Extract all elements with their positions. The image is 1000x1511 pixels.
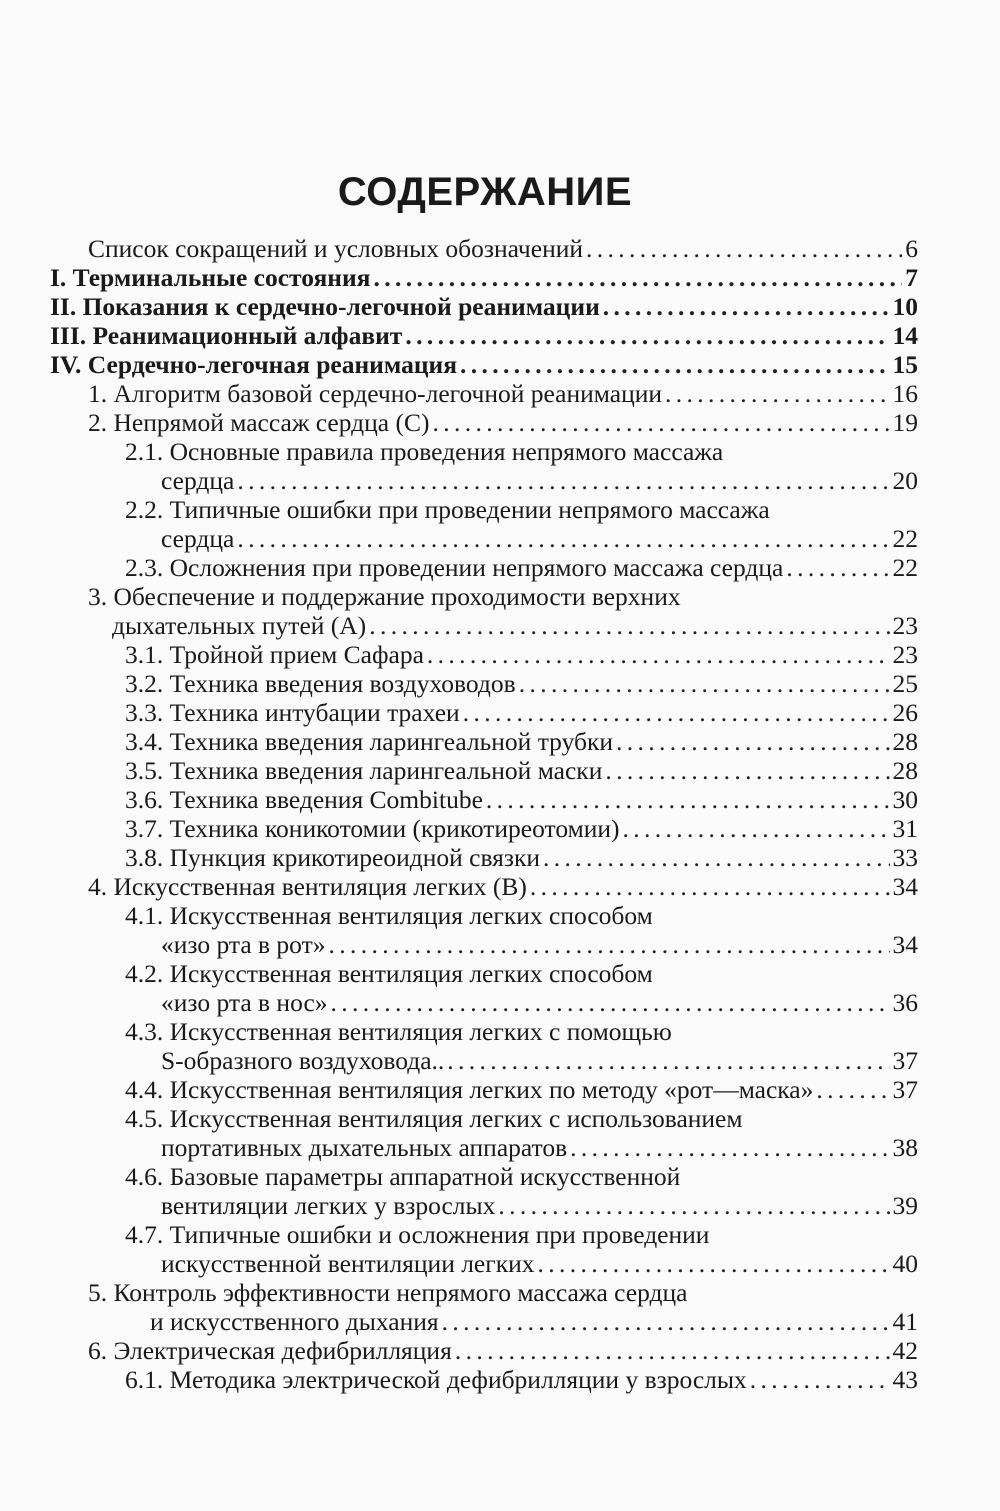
toc-subentry[interactable] bbox=[50, 959, 918, 1017]
toc-page-number: 6 bbox=[905, 234, 918, 263]
toc-entry-title: III. Реанимационный алфавит bbox=[50, 321, 403, 350]
dot-leader bbox=[623, 814, 890, 843]
toc-subentry[interactable] bbox=[50, 1075, 918, 1104]
toc-entry-title: II. Показания к сердечно-легочной реанимации bbox=[50, 292, 600, 321]
toc-subentry[interactable] bbox=[50, 1017, 918, 1075]
toc-entry-title: 4.6. Базовые параметры аппаратной искусственной bbox=[125, 1162, 681, 1191]
toc-subentry[interactable] bbox=[50, 495, 918, 553]
dot-leader bbox=[519, 669, 890, 698]
toc-entry-title: 3.4. Техника введения ларингеальной трубки bbox=[125, 727, 613, 756]
dot-leader bbox=[427, 640, 890, 669]
toc-page-number: 43 bbox=[892, 1365, 918, 1394]
toc-page-number: 25 bbox=[892, 669, 918, 698]
toc-subentry[interactable] bbox=[50, 1104, 918, 1162]
dot-leader bbox=[543, 843, 889, 872]
dot-leader bbox=[665, 379, 889, 408]
toc-page-number: 42 bbox=[892, 1336, 918, 1365]
toc-subentry[interactable] bbox=[50, 843, 918, 872]
toc-page-number: 38 bbox=[892, 1133, 918, 1162]
toc-entry-title: 2.2. Типичные ошибки при проведении непрямого массажа bbox=[125, 495, 770, 524]
toc-page-number: 26 bbox=[892, 698, 918, 727]
toc-entry-title: 4.5. Искусственная вентиляция легких с использованием bbox=[125, 1104, 743, 1133]
toc-entry-title: Список сокращений и условных обозначений bbox=[88, 234, 584, 263]
dot-leader bbox=[328, 930, 889, 959]
toc-page-number: 20 bbox=[892, 466, 918, 495]
toc-entry[interactable] bbox=[50, 234, 918, 263]
toc-entry-title: 3.5. Техника введения ларингеальной маски bbox=[125, 756, 603, 785]
toc-subentry[interactable] bbox=[50, 814, 918, 843]
dot-leader bbox=[603, 292, 890, 321]
toc-entry-continuation: и искусственного дыхания bbox=[150, 1307, 439, 1336]
toc-entry-continuation: сердца bbox=[161, 524, 235, 553]
toc-entry[interactable] bbox=[50, 379, 918, 408]
dot-leader bbox=[530, 872, 890, 901]
toc-page-number: 10 bbox=[892, 292, 918, 321]
dot-leader bbox=[405, 321, 889, 350]
dot-leader bbox=[373, 263, 902, 292]
toc-entry-continuation: вентиляции легких у взрослых bbox=[161, 1191, 496, 1220]
toc-subentry[interactable] bbox=[50, 727, 918, 756]
toc-page-number: 28 bbox=[892, 727, 918, 756]
toc-entry-continuation: «изо рта в рот» bbox=[161, 930, 326, 959]
toc-entry[interactable] bbox=[50, 582, 918, 640]
toc-entry[interactable] bbox=[50, 1336, 918, 1365]
dot-leader bbox=[786, 553, 889, 582]
toc-entry-title: 2.3. Осложнения при проведении непрямого массажа сердца bbox=[125, 553, 784, 582]
toc-entry-title: 3.1. Тройной прием Сафара bbox=[125, 640, 424, 669]
toc-page-number: 39 bbox=[892, 1191, 918, 1220]
dot-leader bbox=[570, 1133, 889, 1162]
toc-subentry[interactable] bbox=[50, 669, 918, 698]
toc-subentry[interactable] bbox=[50, 901, 918, 959]
toc-subentry[interactable] bbox=[50, 553, 918, 582]
toc-entry-continuation: S-образного воздуховода.. bbox=[161, 1046, 445, 1075]
toc-entry-title: I. Терминальные состояния bbox=[50, 263, 371, 292]
dot-leader bbox=[369, 611, 889, 640]
dot-leader bbox=[750, 1365, 890, 1394]
dot-leader bbox=[616, 727, 890, 756]
toc-entry-title: 2.1. Основные правила проведения непрямого массажа bbox=[125, 437, 724, 466]
toc-page-number: 37 bbox=[892, 1046, 918, 1075]
toc-entry-continuation: дыхательных путей (А) bbox=[112, 611, 367, 640]
toc-entry[interactable] bbox=[50, 408, 918, 437]
toc-page-number: 30 bbox=[892, 785, 918, 814]
toc-entry-continuation: сердца bbox=[161, 466, 235, 495]
toc-entry-title: 3.3. Техника интубации трахеи bbox=[125, 698, 460, 727]
toc-entry-title: 4. Искусственная вентиляция легких (В) bbox=[88, 872, 527, 901]
toc-entry-title: 3.2. Техника введения воздуховодов bbox=[125, 669, 516, 698]
toc-subentry[interactable] bbox=[50, 640, 918, 669]
toc-page-number: 7 bbox=[905, 263, 918, 292]
dot-leader bbox=[463, 698, 890, 727]
toc-subentry[interactable] bbox=[50, 1220, 918, 1278]
toc-entry-title: 3.6. Техника введения Combitube bbox=[125, 785, 483, 814]
toc-entry-title: 3.8. Пункция крикотиреоидной связки bbox=[125, 843, 541, 872]
toc-entry-title: 4.4. Искусственная вентиляция легких по методу «рот—маска» bbox=[125, 1075, 814, 1104]
toc-page-number: 22 bbox=[892, 524, 918, 553]
toc-entry-title: 4.1. Искусственная вентиляция легких способом bbox=[125, 901, 653, 930]
toc-entry-title: 5. Контроль эффективности непрямого массажа сердца bbox=[88, 1278, 688, 1307]
dot-leader bbox=[442, 1307, 890, 1336]
toc-page-number: 23 bbox=[892, 640, 918, 669]
dot-leader bbox=[455, 1336, 890, 1365]
toc-entry-title: 6.1. Методика электрической дефибрилляции у взрослых bbox=[125, 1365, 747, 1394]
toc-entry-title: 4.7. Типичные ошибки и осложнения при проведении bbox=[125, 1220, 710, 1249]
dot-leader bbox=[432, 408, 889, 437]
toc-entry-title: 1. Алгоритм базовой сердечно-легочной реанимации bbox=[88, 379, 663, 408]
table-of-contents bbox=[50, 234, 918, 1394]
dot-leader bbox=[605, 756, 889, 785]
toc-entry[interactable] bbox=[50, 1278, 918, 1336]
toc-entry-continuation: портативных дыхательных аппаратов bbox=[161, 1133, 568, 1162]
dot-leader bbox=[237, 524, 889, 553]
toc-entry-title: 3. Обеспечение и поддержание проходимости верхних bbox=[88, 582, 681, 611]
toc-page-number: 22 bbox=[892, 553, 918, 582]
dot-leader bbox=[460, 350, 889, 379]
dot-leader bbox=[498, 1191, 889, 1220]
toc-subentry[interactable] bbox=[50, 437, 918, 495]
dot-leader bbox=[237, 466, 889, 495]
toc-page-number: 37 bbox=[892, 1075, 918, 1104]
toc-page-number: 23 bbox=[892, 611, 918, 640]
toc-subentry[interactable] bbox=[50, 1365, 918, 1394]
toc-page-number: 34 bbox=[892, 872, 918, 901]
dot-leader bbox=[538, 1249, 890, 1278]
toc-page-number: 31 bbox=[892, 814, 918, 843]
dot-leader bbox=[447, 1046, 889, 1075]
toc-page-number: 41 bbox=[892, 1307, 918, 1336]
toc-page-number: 15 bbox=[892, 350, 918, 379]
toc-section[interactable] bbox=[50, 263, 918, 292]
dot-leader bbox=[331, 988, 890, 1017]
dot-leader bbox=[486, 785, 890, 814]
toc-entry-title: 4.3. Искусственная вентиляция легких с помощью bbox=[125, 1017, 672, 1046]
toc-entry-title: 3.7. Техника коникотомии (крикотиреотомии) bbox=[125, 814, 620, 843]
toc-entry-continuation: «изо рта в нос» bbox=[161, 988, 328, 1017]
toc-page-number: 19 bbox=[892, 408, 918, 437]
toc-page-number: 28 bbox=[892, 756, 918, 785]
toc-entry-title: 4.2. Искусственная вентиляция легких способом bbox=[125, 959, 653, 988]
toc-entry-title: 6. Электрическая дефибрилляция bbox=[88, 1336, 452, 1365]
toc-page-number: 36 bbox=[892, 988, 918, 1017]
toc-subentry[interactable] bbox=[50, 1162, 918, 1220]
toc-page-number: 33 bbox=[892, 843, 918, 872]
toc-page-number: 34 bbox=[892, 930, 918, 959]
toc-entry-title: IV. Сердечно-легочная реанимация bbox=[50, 350, 458, 379]
toc-entry-continuation: искусственной вентиляции легких bbox=[161, 1249, 535, 1278]
toc-page-number: 40 bbox=[892, 1249, 918, 1278]
toc-entry[interactable] bbox=[50, 872, 918, 901]
page-title: СОДЕРЖАНИЕ bbox=[337, 170, 633, 214]
toc-section[interactable] bbox=[50, 292, 918, 321]
toc-subentry[interactable] bbox=[50, 756, 918, 785]
toc-page-number: 16 bbox=[892, 379, 918, 408]
toc-page-number: 14 bbox=[892, 321, 918, 350]
toc-section[interactable] bbox=[50, 321, 918, 350]
toc-entry-title: 2. Непрямой массаж сердца (С) bbox=[88, 408, 430, 437]
dot-leader bbox=[586, 234, 902, 263]
toc-subentry[interactable] bbox=[50, 698, 918, 727]
toc-subentry[interactable] bbox=[50, 785, 918, 814]
toc-section[interactable] bbox=[50, 350, 918, 379]
dot-leader bbox=[816, 1075, 889, 1104]
